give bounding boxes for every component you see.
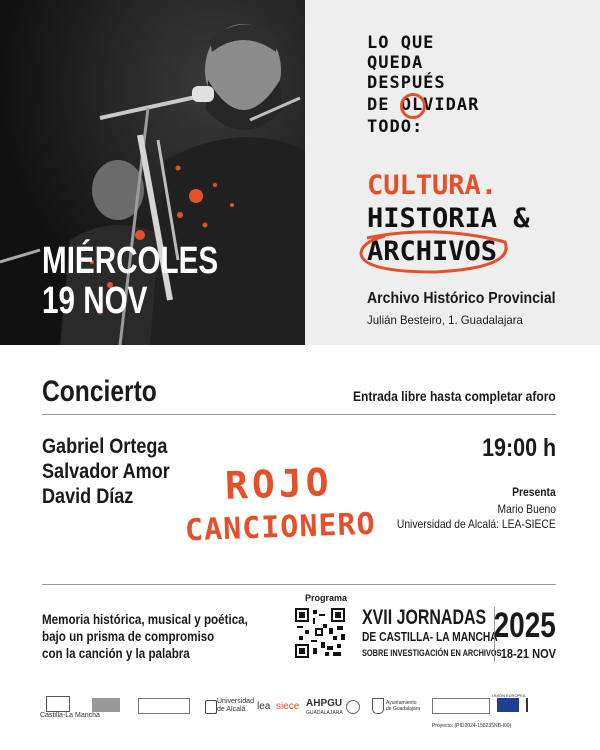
event-day-name: MIÉRCOLES — [42, 240, 219, 282]
tagline-line-2: QUEDA — [367, 53, 424, 73]
jornadas-title: XVII JORNADAS — [362, 606, 487, 629]
tagline-line-3: DESPUÉS — [367, 73, 446, 93]
description-line-1: Memoria histórica, musical y poética, — [42, 612, 248, 627]
lea-logo: lea — [257, 701, 271, 712]
theme-panel — [305, 0, 600, 345]
tagline-line-1: LO QUE — [367, 33, 435, 53]
archivos-scribble-circle — [355, 228, 515, 278]
ahpgu-sub: GUADALAJARA — [306, 710, 343, 716]
jornadas-topic: SOBRE INVESTIGACIÓN EN ARCHIVOS — [362, 648, 502, 658]
ahpgu-logo: AHPGU — [306, 698, 343, 709]
divider-bottom — [42, 584, 556, 585]
proyecto-ref: Proyecto: (PID2024-158235NB-I00) — [432, 723, 512, 729]
castilla-la-mancha-logo — [46, 696, 70, 712]
seal-logo — [346, 700, 360, 714]
event-day-date: 19 NOV — [42, 280, 148, 322]
artist-2: Salvador Amor — [42, 460, 170, 483]
red-circle-mark — [400, 93, 426, 119]
siece-logo: siece — [276, 701, 300, 712]
theme-cultura: CULTURA. — [367, 170, 498, 201]
jornadas-year: 2025 — [493, 606, 556, 645]
programa-label: Programa — [305, 593, 348, 603]
concert-photo — [0, 0, 305, 345]
tagline-line-5: TODO: — [367, 117, 424, 137]
artist-1: Gabriel Ortega — [42, 435, 168, 458]
band-name-line-1: ROJO — [224, 460, 334, 508]
eu-flag-icon — [497, 698, 519, 712]
venue-address: Julián Besteiro, 1. Guadalajara — [367, 313, 523, 327]
presenter-label: Presenta — [512, 485, 556, 499]
ministerio-ciencia-logo — [432, 698, 490, 714]
entry-info: Entrada libre hasta completar aforo — [353, 388, 556, 404]
theme-historia: HISTORIA & — [367, 203, 530, 234]
description-line-3: con la canción y la palabra — [42, 646, 190, 661]
jornadas-subtitle: DE CASTILLA- LA MANCHA — [362, 630, 498, 644]
venue-name: Archivo Histórico Provincial — [367, 290, 556, 307]
ayuntamiento-label-2: de Guadalajara — [386, 706, 421, 712]
alcala-label-1: Universidad — [217, 698, 254, 705]
concert-time: 19:00 h — [481, 434, 556, 462]
agencia-logo — [526, 698, 554, 712]
castilla-label: Castilla-La Mancha — [40, 712, 100, 719]
concert-type-heading: Concierto — [42, 375, 157, 408]
ayuntamiento-crest-icon — [372, 698, 384, 714]
divider-top — [42, 414, 556, 415]
ayuntamiento-label-1: Ayuntamiento — [386, 700, 417, 706]
gobierno-logo — [138, 698, 190, 714]
description-line-2: bajo un prisma de compromiso — [42, 629, 215, 644]
artist-3: David Díaz — [42, 485, 134, 508]
presenter-affiliation: Universidad de Alcalá: LEA-SIECE — [397, 517, 556, 531]
tagline-line-4: DE OLVIDAR — [367, 95, 480, 115]
alcala-crest-icon — [205, 700, 217, 714]
jornadas-dates: 18-21 NOV — [500, 646, 556, 661]
presenter-name: Mario Bueno — [497, 502, 556, 516]
ministerio-logo — [92, 698, 120, 712]
band-name-line-2: CANCIONERO — [184, 506, 377, 549]
eu-label: UNIÓN EUROPEA — [492, 693, 526, 698]
alcala-label-2: de Alcalá — [217, 706, 246, 713]
theme-archivos: ARCHIVOS — [367, 236, 498, 267]
programa-qr-code[interactable] — [295, 608, 345, 658]
